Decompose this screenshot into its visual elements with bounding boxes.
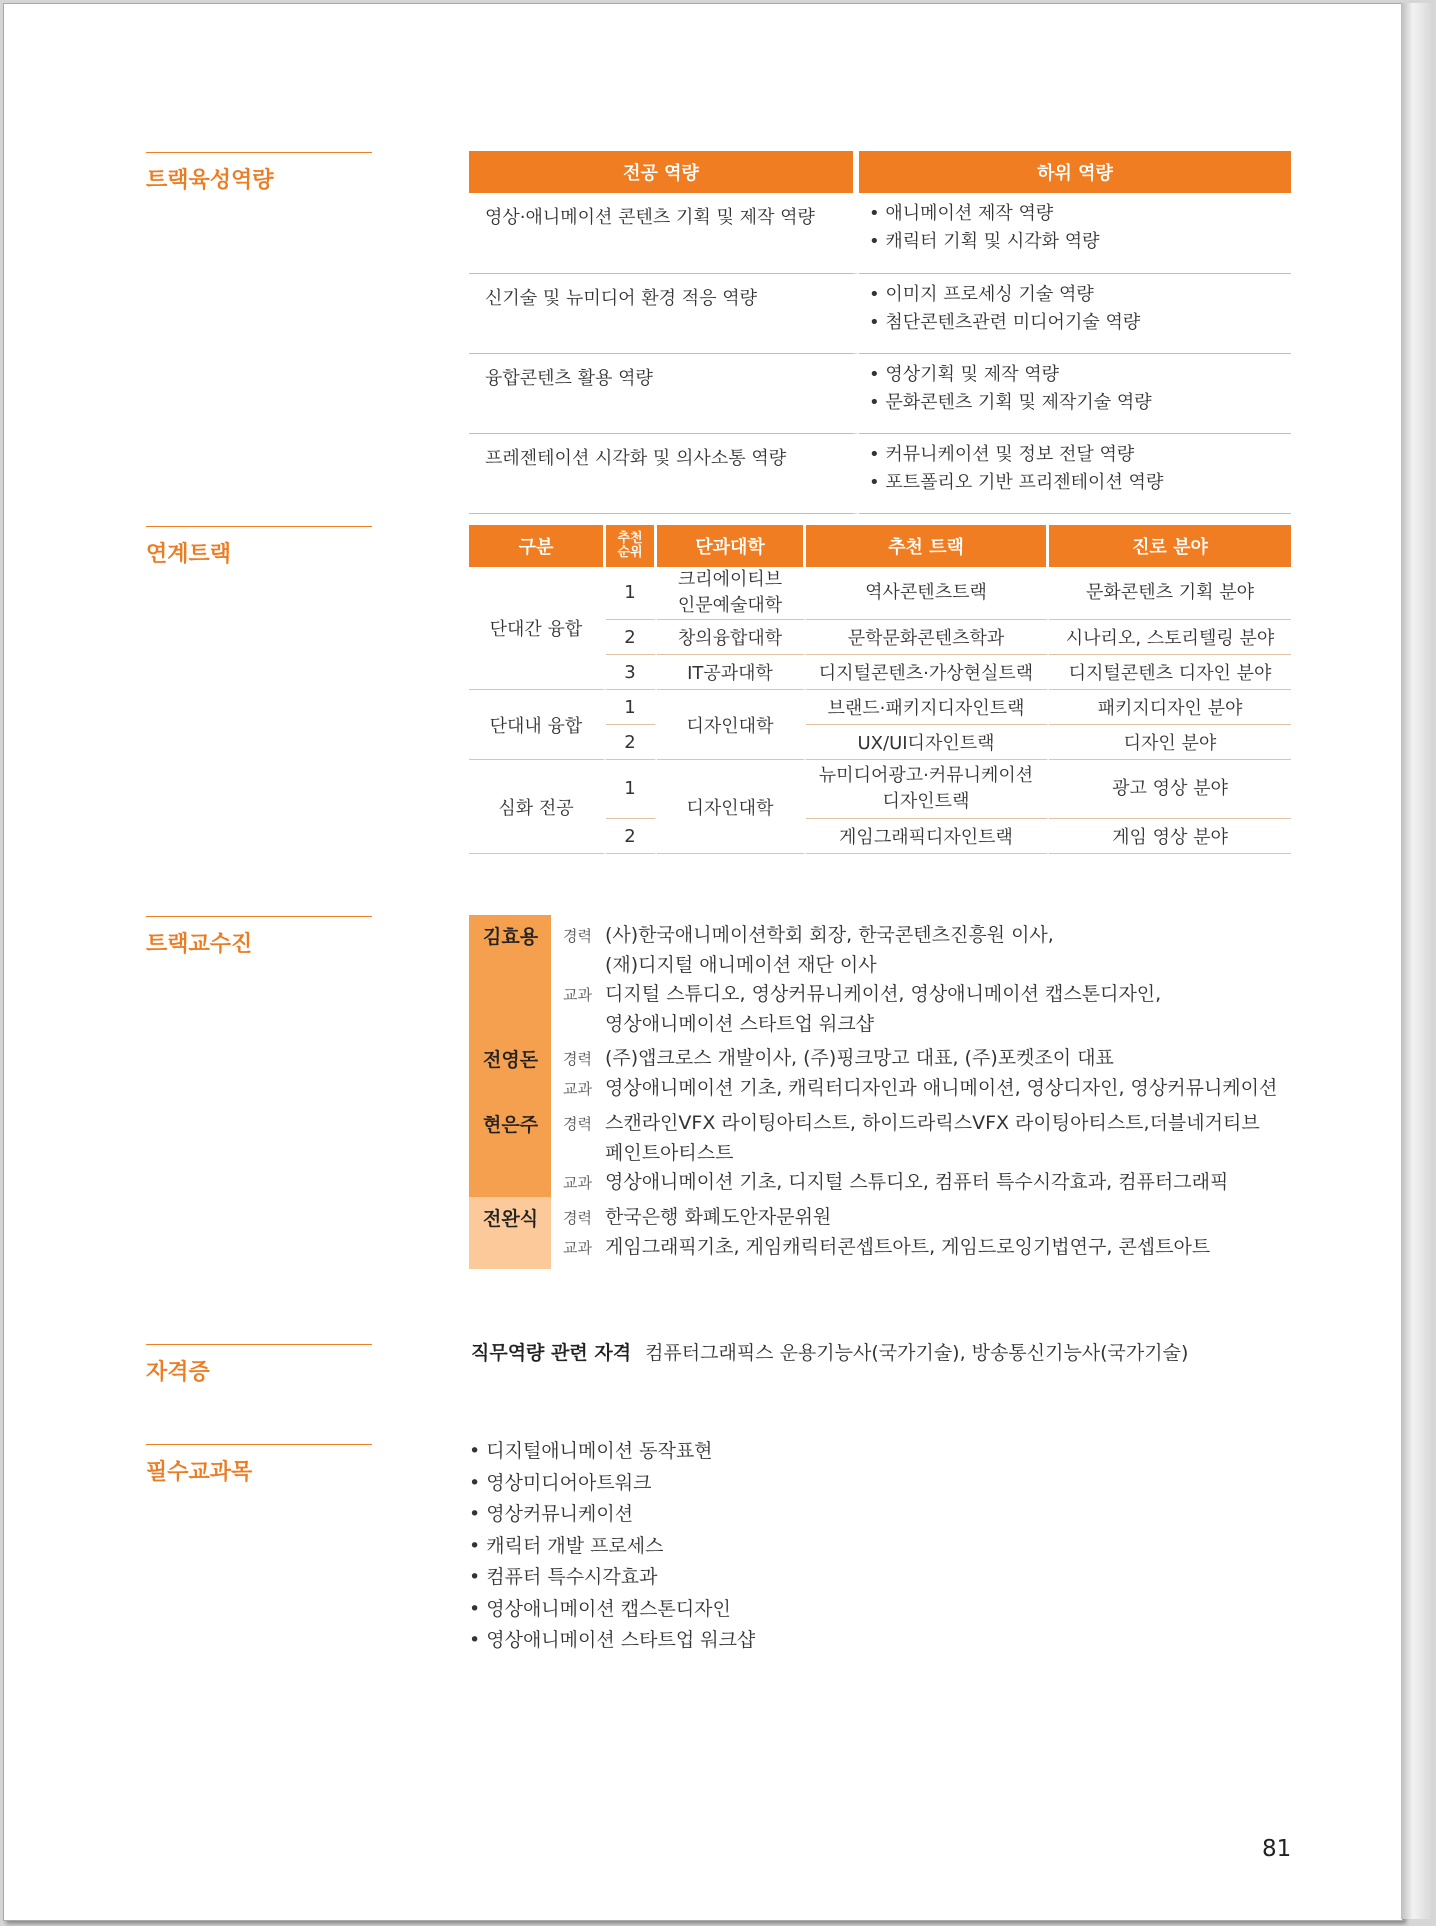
list-item: • 디지털애니메이션 동작표현: [469, 1436, 755, 1468]
sub-competency: • 애니메이션 제작 역량 • 캐릭터 기획 및 시각화 역량: [859, 193, 1291, 274]
major-competency: 영상·애니메이션 콘텐츠 기획 및 제작 역량: [469, 193, 859, 274]
table-row: [469, 567, 1291, 620]
certificate-label: 직무역량 관련 자격: [471, 1342, 632, 1364]
section-heading-linked-track: 연계트랙: [146, 526, 372, 568]
section-heading-faculty: 트랙교수진: [146, 916, 372, 958]
faculty-member: [469, 1038, 1299, 1103]
sub-competency: • 커뮤니케이션 및 정보 전달 역량 • 포트폴리오 기반 프리젠테이션 역량: [859, 434, 1291, 514]
faculty-name: 전영돈: [469, 1038, 551, 1103]
track-cell: 디지털콘텐츠·가상현실트랙: [806, 655, 1049, 690]
college-cell: 디자인대학: [657, 760, 806, 854]
group-cell: 단대간 융합: [469, 567, 606, 690]
list-item: • 캐릭터 개발 프로세스: [469, 1531, 755, 1563]
college-cell: 창의융합대학: [657, 620, 806, 655]
faculty-member: [469, 1197, 1299, 1269]
page-curl-edge: [1401, 3, 1431, 1919]
section-heading-competency: 트랙육성역량: [146, 152, 372, 194]
career-cell: 문화콘텐츠 기획 분야: [1049, 567, 1291, 620]
track-cell: UX/UI디자인트랙: [806, 725, 1049, 760]
sub-competency: • 영상기획 및 제작 역량 • 문화콘텐츠 기획 및 제작기술 역량: [859, 354, 1291, 434]
career-cell: 광고 영상 분야: [1049, 760, 1291, 819]
group-cell: 단대내 융합: [469, 690, 606, 760]
career-cell: 디지털콘텐츠 디자인 분야: [1049, 655, 1291, 690]
header-track: 추천 트랙: [806, 525, 1049, 567]
competency-table: [469, 151, 1291, 514]
required-course-list: [469, 1436, 755, 1657]
section-heading-required-courses: 필수교과목: [146, 1444, 372, 1486]
table-row: [469, 274, 1291, 354]
header-rank: 추천 순위: [606, 525, 657, 567]
rank-cell: 3: [606, 655, 657, 690]
rank-cell: 2: [606, 819, 657, 854]
faculty-name: 전완식: [469, 1197, 551, 1269]
track-cell: 뉴미디어광고·커뮤니케이션 디자인트랙: [806, 760, 1049, 819]
table-row: [469, 434, 1291, 514]
sub-competency: • 이미지 프로세싱 기술 역량 • 첨단콘텐츠관련 미디어기술 역량: [859, 274, 1291, 354]
table-row: [469, 760, 1291, 819]
career-cell: 디자인 분야: [1049, 725, 1291, 760]
header-career: 진로 분야: [1049, 525, 1291, 567]
faculty-details: 경력 스캔라인VFX 라이팅아티스트, 하이드라릭스VFX 라이팅아티스트,더블네거티브 페인트아티스트 교과 영상애니메이션 기초, 디지털 스튜디오, 컴퓨터 특수시각효과, 컴퓨터그래픽: [563, 1112, 1260, 1193]
table-row: [469, 354, 1291, 434]
track-cell: 게임그래픽디자인트랙: [806, 819, 1049, 854]
rank-cell: 2: [606, 620, 657, 655]
college-cell: 디자인대학: [657, 690, 806, 760]
faculty-member: [469, 1103, 1299, 1197]
header-major-competency: 전공 역량: [469, 151, 859, 193]
faculty-member: [469, 915, 1299, 1038]
faculty-list: [469, 915, 1299, 1269]
major-competency: 프레젠테이션 시각화 및 의사소통 역량: [469, 434, 859, 514]
college-cell: 크리에이티브 인문예술대학: [657, 567, 806, 620]
certificate-value: 컴퓨터그래픽스 운용기능사(국가기술), 방송통신기능사(국가기술): [645, 1342, 1189, 1364]
track-cell: 문학문화콘텐츠학과: [806, 620, 1049, 655]
list-item: • 영상커뮤니케이션: [469, 1499, 755, 1531]
major-competency: 신기술 및 뉴미디어 환경 적응 역량: [469, 274, 859, 354]
faculty-name: 현은주: [469, 1103, 551, 1197]
table-row: [469, 193, 1291, 274]
rank-cell: 1: [606, 567, 657, 620]
header-sub-competency: 하위 역량: [859, 151, 1291, 193]
header-category: 구분: [469, 525, 606, 567]
table-row: [469, 690, 1291, 725]
list-item: • 영상미디어아트워크: [469, 1468, 755, 1500]
faculty-name: 김효용: [469, 915, 551, 1038]
faculty-details: 경력 (주)앱크로스 개발이사, (주)핑크망고 대표, (주)포켓조이 대표 교과 영상애니메이션 기초, 캐릭터디자인과 애니메이션, 영상디자인, 영상커뮤니케이션: [563, 1047, 1278, 1099]
college-cell: IT공과대학: [657, 655, 806, 690]
page-number: 81: [1262, 1836, 1292, 1862]
rank-cell: 1: [606, 690, 657, 725]
career-cell: 패키지디자인 분야: [1049, 690, 1291, 725]
track-cell: 브랜드·패키지디자인트랙: [806, 690, 1049, 725]
list-item: • 영상애니메이션 스타트업 워크샵: [469, 1625, 755, 1657]
list-item: • 컴퓨터 특수시각효과: [469, 1562, 755, 1594]
section-heading-certificate: 자격증: [146, 1344, 372, 1386]
list-item: • 영상애니메이션 캡스톤디자인: [469, 1594, 755, 1626]
linked-track-table: [469, 525, 1291, 854]
faculty-details: 경력 한국은행 화폐도안자문위원 교과 게임그래픽기초, 게임캐릭터콘셉트아트, 게임드로잉기법연구, 콘셉트아트: [563, 1206, 1211, 1258]
header-college: 단과대학: [657, 525, 806, 567]
rank-cell: 1: [606, 760, 657, 819]
faculty-details: 경력 (사)한국애니메이션학회 회장, 한국콘텐츠진흥원 이사, (재)디지털 애니메이션 재단 이사 교과 디지털 스튜디오, 영상커뮤니케이션, 영상애니메이션 캡스톤디자인, 영상애니메이션 스타트업 워크샵: [563, 924, 1162, 1035]
career-cell: 게임 영상 분야: [1049, 819, 1291, 854]
career-cell: 시나리오, 스토리텔링 분야: [1049, 620, 1291, 655]
major-competency: 융합콘텐츠 활용 역량: [469, 354, 859, 434]
rank-cell: 2: [606, 725, 657, 760]
certificate-line: [471, 1338, 1188, 1365]
group-cell: 심화 전공: [469, 760, 606, 854]
track-cell: 역사콘텐츠트랙: [806, 567, 1049, 620]
